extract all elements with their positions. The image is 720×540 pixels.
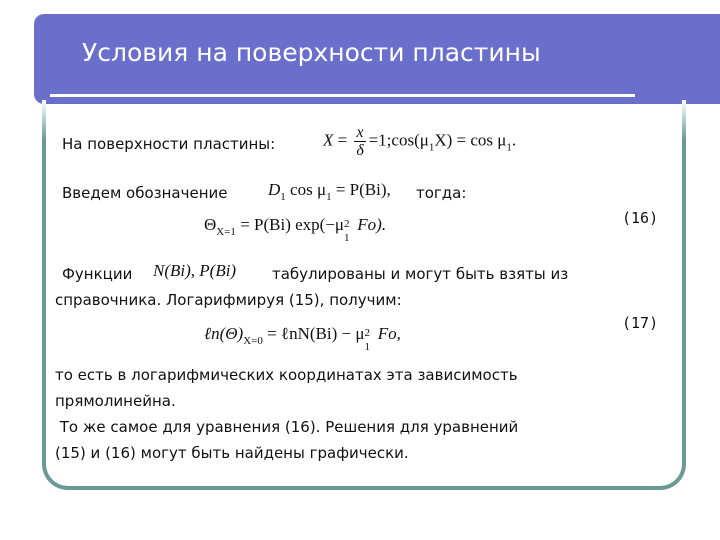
eq4-b-sup: 2 [364, 327, 370, 339]
eq3-c: Fo). [357, 215, 387, 234]
eq1-sub2: 1 [506, 141, 512, 154]
eq2-c: = P(Bi), [335, 180, 391, 199]
eq1-frac-den: δ [356, 142, 364, 159]
tabulated-text: табулированы и могут быть взяты из [272, 265, 569, 283]
paragraph-line-3: То же самое для уравнения (16). Решения для уравнений [55, 418, 519, 436]
eq4-a-sub: X=0 [243, 335, 263, 347]
eq3-a: Θ [204, 215, 217, 234]
functions-math [153, 261, 236, 281]
notation-equation [268, 180, 391, 203]
eq3-b-sup: 2 [344, 218, 350, 230]
title-underline [50, 94, 635, 97]
eq2-b-sub: 1 [326, 191, 332, 203]
boundary-equation: X = $\frac{x}{\delta}$ $=1;\cos(\mu_1X) = \cos \mu_1$. [323, 124, 517, 159]
eq3-a-sub: X=1 [216, 226, 236, 238]
eq3-b: = P(Bi) exp(−μ [240, 215, 345, 234]
slide-title: Условия на поверхности пластины [82, 38, 541, 67]
eq2-a-sub: 1 [280, 191, 286, 203]
eq4-b: = ℓnN(Bi) − μ [267, 324, 365, 343]
then-label: тогда: [416, 184, 467, 202]
equation-17 [204, 324, 401, 353]
eq3-b-sub: 1 [344, 232, 350, 244]
functions-math-text: N(Bi), P(Bi) [153, 261, 237, 280]
functions-label: Функции [62, 265, 133, 283]
eq1-sub1: 1 [428, 141, 435, 154]
eq2-a: D [268, 180, 281, 199]
eq1-fraction [354, 124, 365, 159]
eq1-lhs: X [323, 130, 334, 150]
eq1-end: . [511, 130, 517, 150]
eq1-frac-num: x [356, 124, 364, 141]
paragraph-line-4: (15) и (16) могут быть найдены графически. [55, 444, 409, 462]
frame-right-edge [682, 100, 686, 140]
frame-left-edge [42, 100, 46, 140]
equation-number-16: (16) [622, 209, 659, 227]
surface-conditions-label: На поверхности пластины: [62, 135, 276, 153]
equation-number-17: (17) [622, 314, 659, 332]
equation-16 [204, 215, 387, 244]
reference-text: справочника. Логарифмируя (15), получим: [55, 291, 402, 309]
eq4-a: ℓn(Θ) [204, 324, 244, 343]
eq2-b: cos μ [290, 180, 327, 199]
paragraph-line-1: то есть в логарифмических координатах эта зависимость [55, 366, 518, 384]
eq4-c: Fo, [377, 324, 401, 343]
eq4-b-sub: 1 [364, 341, 370, 353]
paragraph-line-2: прямолинейна. [55, 392, 176, 410]
eq1-mid2: X) = cos μ [434, 130, 507, 150]
notation-label: Введем обозначение [62, 184, 228, 202]
eq1-mid: =1;cos(μ [368, 130, 429, 150]
